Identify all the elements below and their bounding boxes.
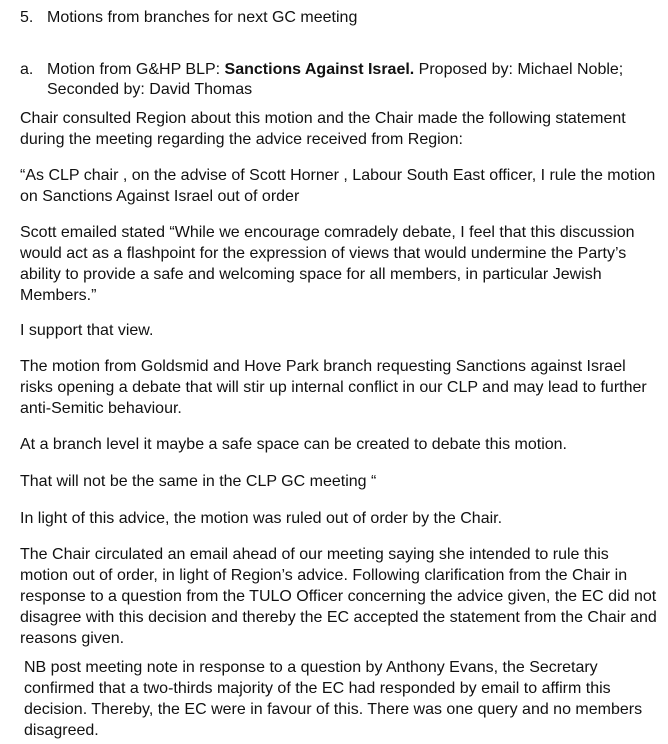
section-heading	[20, 8, 357, 28]
paragraph-branch-level: At a branch level it maybe a safe space can be created to debate this motion.	[20, 436, 567, 453]
paragraph-motion-risk: The motion from Goldsmid and Hove Park branch requesting Sanctions against Israel risks opening a debate that will stir up internal conflict in our CLP and may lead to further anti-Semitic behaviour.	[20, 358, 647, 417]
section-title: Motions from branches for next GC meeting	[47, 9, 358, 26]
paragraph-gc-meeting: That will not be the same in the CLP GC meeting “	[20, 473, 377, 490]
motion-title: Sanctions Against Israel.	[224, 61, 415, 78]
motion-letter: a.	[20, 61, 34, 78]
paragraph-ruled-out: In light of this advice, the motion was ruled out of order by the Chair.	[20, 510, 503, 527]
motion-seconder: Seconded by: David Thomas	[47, 81, 253, 98]
motion-proposer: Proposed by: Michael Noble;	[414, 61, 624, 78]
motion-text	[47, 60, 667, 100]
post-meeting-note: NB post meeting note in response to a question by Anthony Evans, the Secretary confirmed that a two-thirds majority of the EC had responded by email to affirm this decision. Thereby, the EC were in favour of this. There was one query and no members disagreed.	[24, 659, 643, 739]
motion-prefix: Motion from G&HP BLP:	[47, 61, 225, 78]
paragraph-scott-email: Scott emailed stated “While we encourage comradely debate, I feel that this discussion would act as a flashpoint for the expression of views that would undermine the Party’s ability to provide a safe and welcoming space for all members, in particular Jewish Members.”	[20, 224, 635, 304]
section-number: 5.	[20, 9, 34, 26]
paragraph-chair-circulated: The Chair circulated an email ahead of our meeting saying she intended to rule this motion out of order, in light of Region’s advice. Following clarification from the Chair in response to a question from the TULO Officer concerning the advice given, the EC did not disagree with this decision and thereby the EC accepted the statement from the Chair and reasons given.	[20, 546, 657, 647]
paragraph-chair-consulted: Chair consulted Region about this motion and the Chair made the following statement during the meeting regarding the advice received from Region:	[20, 110, 626, 148]
paragraph-support: I support that view.	[20, 322, 154, 339]
paragraph-chair-statement: “As CLP chair , on the advise of Scott Horner , Labour South East officer, I rule the motion on Sanctions Against Israel out of order	[20, 167, 656, 205]
